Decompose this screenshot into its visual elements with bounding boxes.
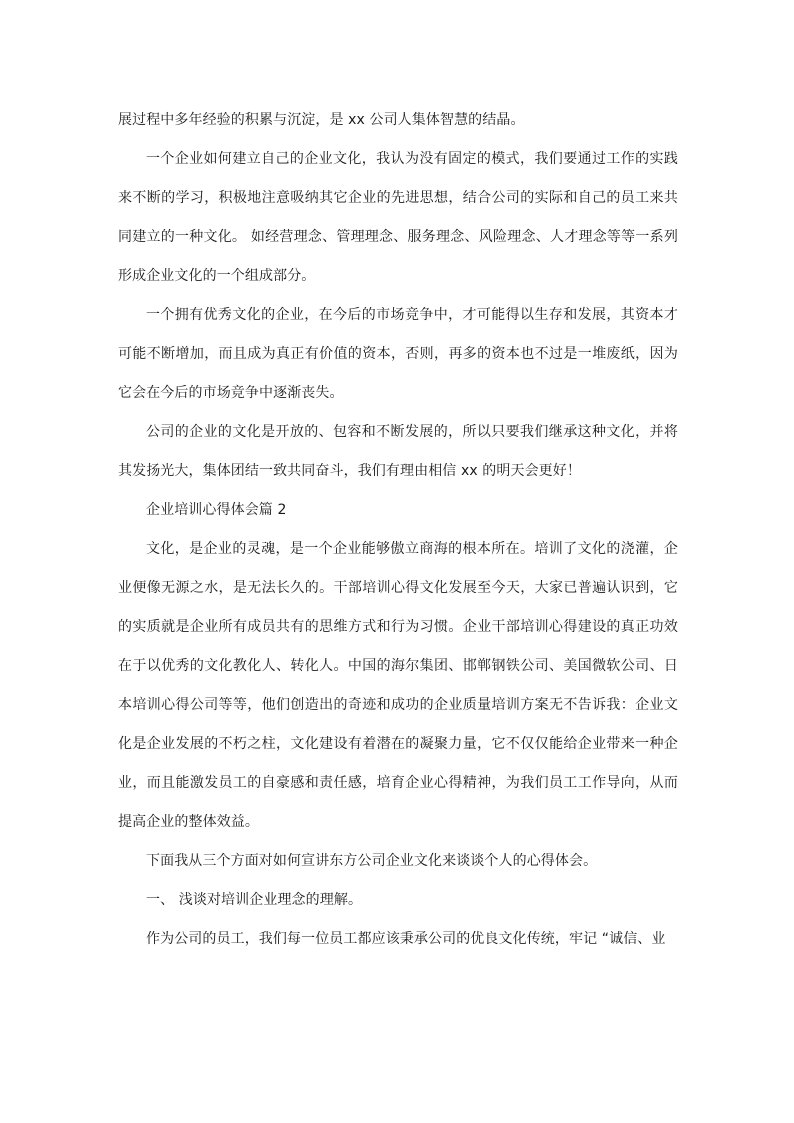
paragraph-continuation: 展过程中多年经验的积累与沉淀，是 xx 公司人集体智慧的结晶。 [118,112,525,128]
paragraph-three-aspects-intro: 下面我从三个方面对如何宣讲东方公司企业文化来谈谈个人的心得体会。 [146,853,598,869]
paragraph-culture-soul: 文化，是企业的灵魂，是一个企业能够傲立商海的根本所在。培训了文化的浇灌，企业便像无源之水，是无法长久的。干部培训心得文化发展至今天，大家已普遍认识到，它的实质就是企业所有成员共有的思维方式和行为习惯。企业干部培训心得建设的真正功效在于以优秀的文化教化人、转化人。中国的海尔集团、邯郸钢铁公司、美国微软公司、日本培训心得公司等等，他们创造出的奇迹和成功的企业质量培训方案无不告诉我：企业文化是企业发展的不朽之柱，文化建设有着潜在的凝聚力量，它不仅仅能给企业带来一种企业，而且能激发员工的自豪感和责任感，培育企业心得精神，为我们员工工作导向，从而提高企业的整体效益。 [118,541,678,830]
paragraph-excellent-culture: 一个拥有优秀文化的企业，在今后的市场竞争中，才可能得以生存和发展，其资本才可能不断增加，而且成为真正有价值的资本，否则，再多的资本也不过是一堆废纸，因为它会在今后的市场竞争中逐渐丧失。 [118,307,678,401]
paragraph-employee-tradition: 作为公司的员工，我们每一位员工都应该秉承公司的优良文化传统，牢记 “诚信、业 [146,931,666,947]
paragraph-corporate-culture-building: 一个企业如何建立自己的企业文化，我认为没有固定的模式，我们要通过工作的实践来不断的学习，积极地注意吸纳其它企业的先进思想，结合公司的实际和自己的员工来共同建立的一种文化。 如经营理念、管理理念、服务理念、风险理念、人才理念等等一系列形成企业文化的一个组成部分。 [118,151,678,284]
subheading-concept-understanding: 一、 浅谈对培训企业理念的理解。 [146,892,363,908]
paragraph-open-culture: 公司的企业的文化是开放的、包容和不断发展的，所以只要我们继承这种文化，并将其发扬光大，集体团结一致共同奋斗，我们有理由相信 xx 的明天会更好！ [118,424,678,479]
document-body [118,101,678,959]
section-heading-article-2: 企业培训心得体会篇 2 [146,502,287,518]
